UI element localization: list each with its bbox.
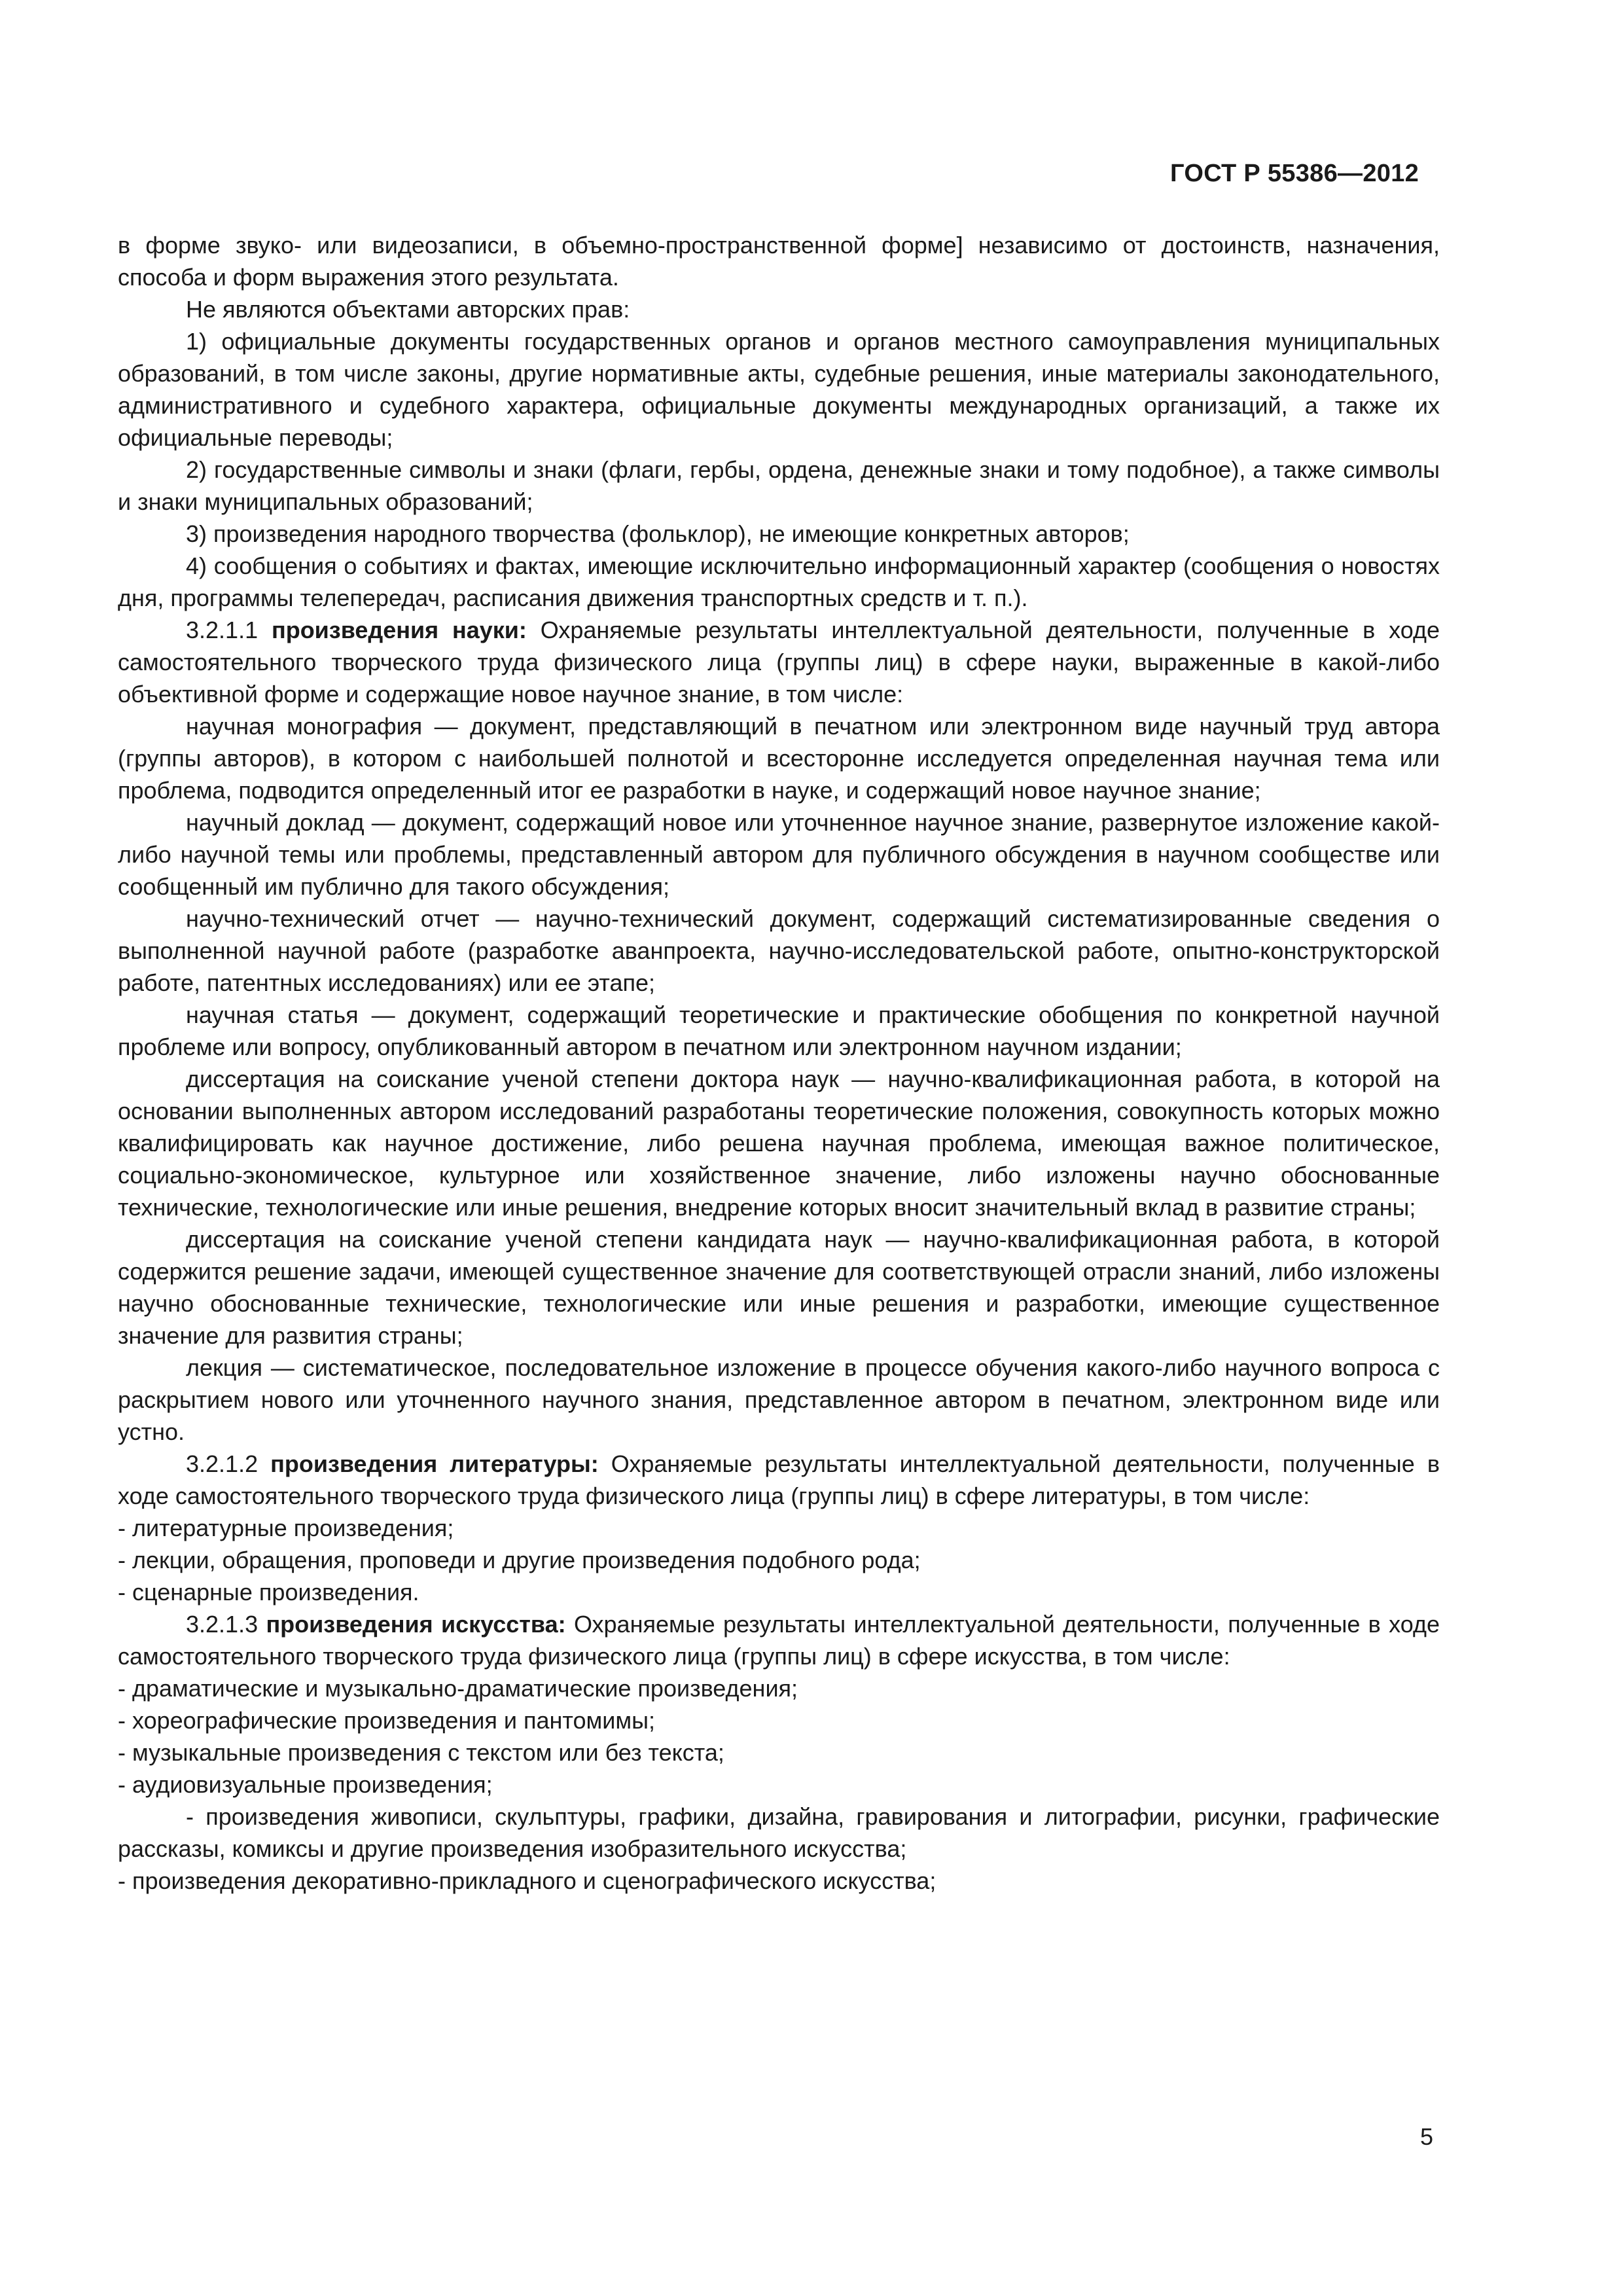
literature-item: - литературные произведения; [118, 1515, 454, 1541]
list-item-1: 1) официальные документы государственных органов и органов местного самоуправления муниципальных образований, в том числе законы, другие нормативные акты, судебные решения, иные материалы законодательного, административного и судебного характера, официальные документы международных организаций, а также их официальные переводы; [118, 328, 1440, 451]
definition-technical-report: научно-технический отчет — научно-технический документ, содержащий систематизированные сведения о выполненной научной работе (разработке аванпроекта, научно-исследовательской работе, опытно-конструкторской работе, патентных исследованиях) или ее этапе; [118, 905, 1440, 996]
literature-item: - сценарные произведения. [118, 1579, 419, 1605]
section-text: Охраняемые результаты интеллектуальной деятельности, полученные в ходе самостоятельного творческого труда физического лица (группы лиц) в сфере искусства, в том числе: [118, 1611, 1440, 1670]
art-item: - произведения живописи, скульптуры, графики, дизайна, гравирования и литографии, рисунки, графические рассказы, комиксы и другие произведения изобразительного искусства; [118, 1803, 1440, 1862]
section-3-2-1-3 [118, 1608, 1440, 1672]
page-number: 5 [1420, 2123, 1434, 2150]
art-item: - хореографические произведения и пантомимы; [118, 1707, 655, 1734]
definition-article: научная статья — документ, содержащий теоретические и практические обобщения по конкретной научной проблеме или вопросу, опубликованный автором в печатном или электронном научном издании; [118, 1001, 1440, 1060]
section-text: Охраняемые результаты интеллектуальной деятельности, полученные в ходе самостоятельного творческого труда физического лица (группы лиц) в сфере литературы, в том числе: [118, 1450, 1440, 1509]
literature-item: - лекции, обращения, проповеди и другие произведения подобного рода; [118, 1547, 921, 1573]
art-item: - аудиовизуальные произведения; [118, 1771, 493, 1798]
section-text: Охраняемые результаты интеллектуальной деятельности, полученные в ходе самостоятельного творческого труда физического лица (группы лиц) в сфере науки, выраженные в какой-либо объективной форме и содержащие новое научное знание, в том числе: [118, 617, 1440, 708]
list-item-3: 3) произведения народного творчества (фольклор), не имеющие конкретных авторов; [186, 520, 1130, 547]
section-number: 3.2.1.1 [186, 617, 259, 643]
definition-lecture: лекция — систематическое, последовательное изложение в процессе обучения какого-либо научного вопроса с раскрытием нового или уточненного научного знания, представленное автором в печатном, электронном виде или устно. [118, 1354, 1440, 1445]
list-item-2: 2) государственные символы и знаки (флаги, гербы, ордена, денежные знаки и тому подобное), а также символы и знаки муниципальных образований; [118, 456, 1440, 515]
art-item: - музыкальные произведения с текстом или без текста; [118, 1739, 724, 1766]
definition-doctoral-dissertation: диссертация на соискание ученой степени доктора наук — научно-квалификационная работа, в которой на основании выполненных автором исследований разработаны теоретические положения, совокупность которых можно квалифицировать как научное достижение, либо решена научная проблема, имеющая важное политическое, социально-экономическое, культурное или хозяйственное значение, либо изложены научно обоснованные технические, технологические или иные решения, внедрение которых вносит значительный вклад в развитие страны; [118, 1066, 1440, 1221]
document-body [118, 229, 1440, 1897]
document-header: ГОСТ Р 55386—2012 [1170, 160, 1419, 187]
definition-monograph: научная монография — документ, представляющий в печатном или электронном виде научный труд автора (группы авторов), в котором с наибольшей полнотой и всесторонне исследуется определенная научная тема или проблема, подводится определенный итог ее разработки в науке, и содержащий новое научное знание; [118, 713, 1440, 804]
section-term: произведения искусства: [266, 1611, 566, 1638]
section-term: произведения науки: [271, 617, 527, 643]
definition-report: научный доклад — документ, содержащий новое или уточненное научное знание, развернутое изложение какой-либо научной темы или проблемы, представленный автором для публичного обсуждения в научном сообществе или сообщенный им публично для такого обсуждения; [118, 809, 1440, 900]
section-number: 3.2.1.2 [186, 1450, 259, 1477]
art-item: - произведения декоративно-прикладного и сценографического искусства; [118, 1867, 936, 1894]
art-item: - драматические и музыкально-драматические произведения; [118, 1675, 798, 1702]
section-3-2-1-1 [118, 614, 1440, 710]
paragraph-intro: Не являются объектами авторских прав: [186, 296, 630, 323]
definition-candidate-dissertation: диссертация на соискание ученой степени кандидата наук — научно-квалификационная работа, в которой содержится решение задачи, имеющей существенное значение для соответствующей отрасли знаний, либо изложены научно обоснованные технические, технологические или иные решения и разработки, имеющие существенное значение для развития страны; [118, 1226, 1440, 1349]
section-number: 3.2.1.3 [186, 1611, 259, 1638]
section-3-2-1-2 [118, 1448, 1440, 1512]
paragraph-continuation: в форме звуко- или видеозаписи, в объемно-пространственной форме] независимо от достоинств, назначения, способа и форм выражения этого результата. [118, 232, 1440, 291]
section-term: произведения литературы: [270, 1450, 599, 1477]
list-item-4: 4) сообщения о событиях и фактах, имеющие исключительно информационный характер (сообщения о новостях дня, программы телепередач, расписания движения транспортных средств и т. п.). [118, 552, 1440, 611]
